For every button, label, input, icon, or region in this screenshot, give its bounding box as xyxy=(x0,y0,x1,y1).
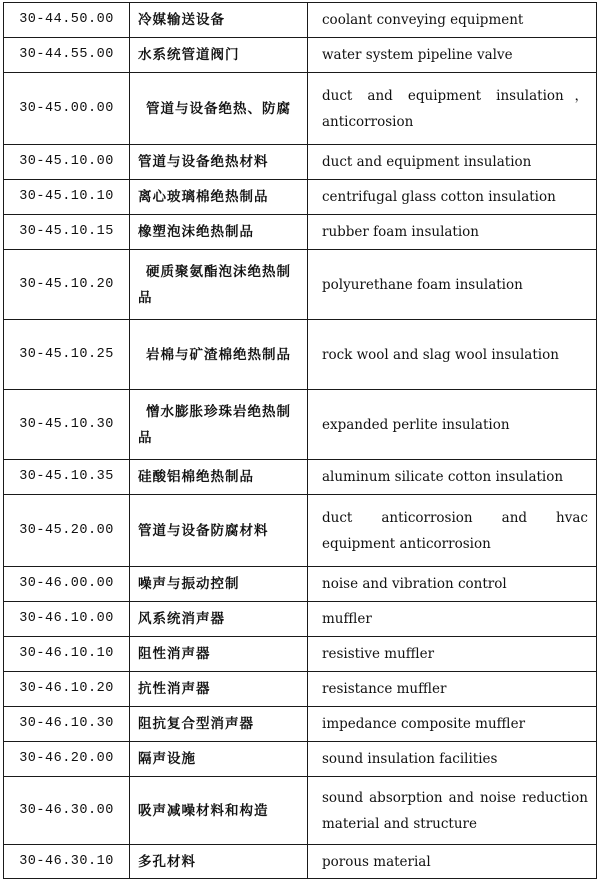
term-chinese: 管道与设备绝热、防腐 xyxy=(130,73,308,145)
term-english: sound absorption and noise reduction material and structure xyxy=(308,777,597,845)
term-chinese: 冷媒输送设备 xyxy=(130,3,308,38)
term-chinese: 管道与设备防腐材料 xyxy=(130,495,308,567)
terms-table xyxy=(3,2,597,879)
term-code: 30-46.10.30 xyxy=(4,707,130,742)
table-row xyxy=(4,845,597,879)
term-english: resistance muffler xyxy=(308,672,597,707)
term-code: 30-45.10.15 xyxy=(4,215,130,250)
term-code: 30-46.30.10 xyxy=(4,845,130,879)
term-code: 30-45.10.30 xyxy=(4,390,130,460)
table-row xyxy=(4,602,597,637)
table-row xyxy=(4,567,597,602)
term-english: duct and equipment insulation，anticorrosion xyxy=(308,73,597,145)
term-code: 30-45.10.20 xyxy=(4,250,130,320)
term-english: sound insulation facilities xyxy=(308,742,597,777)
term-english: muffler xyxy=(308,602,597,637)
term-english: rubber foam insulation xyxy=(308,215,597,250)
term-code: 30-46.10.10 xyxy=(4,637,130,672)
term-code: 30-46.10.20 xyxy=(4,672,130,707)
table-row xyxy=(4,460,597,495)
term-english: aluminum silicate cotton insulation xyxy=(308,460,597,495)
term-chinese: 噪声与振动控制 xyxy=(130,567,308,602)
term-chinese: 隔声设施 xyxy=(130,742,308,777)
table-row xyxy=(4,672,597,707)
table-row xyxy=(4,38,597,73)
term-code: 30-46.00.00 xyxy=(4,567,130,602)
term-chinese: 风系统消声器 xyxy=(130,602,308,637)
table-row xyxy=(4,390,597,460)
term-code: 30-44.50.00 xyxy=(4,3,130,38)
term-chinese: 阻抗复合型消声器 xyxy=(130,707,308,742)
term-chinese: 管道与设备绝热材料 xyxy=(130,145,308,180)
table-row xyxy=(4,215,597,250)
term-chinese: 硬质聚氨酯泡沫绝热制品 xyxy=(130,250,308,320)
term-english: noise and vibration control xyxy=(308,567,597,602)
term-english: duct and equipment insulation xyxy=(308,145,597,180)
term-code: 30-45.10.10 xyxy=(4,180,130,215)
term-chinese: 离心玻璃棉绝热制品 xyxy=(130,180,308,215)
term-code: 30-45.10.25 xyxy=(4,320,130,390)
term-english: polyurethane foam insulation xyxy=(308,250,597,320)
term-code: 30-45.20.00 xyxy=(4,495,130,567)
table-row xyxy=(4,637,597,672)
term-chinese: 橡塑泡沫绝热制品 xyxy=(130,215,308,250)
term-chinese: 多孔材料 xyxy=(130,845,308,879)
term-chinese: 抗性消声器 xyxy=(130,672,308,707)
table-row xyxy=(4,495,597,567)
term-chinese: 岩棉与矿渣棉绝热制品 xyxy=(130,320,308,390)
table-row xyxy=(4,250,597,320)
table-row xyxy=(4,180,597,215)
table-row xyxy=(4,73,597,145)
term-chinese: 阻性消声器 xyxy=(130,637,308,672)
term-code: 30-44.55.00 xyxy=(4,38,130,73)
term-chinese: 吸声减噪材料和构造 xyxy=(130,777,308,845)
term-english: coolant conveying equipment xyxy=(308,3,597,38)
term-code: 30-45.10.00 xyxy=(4,145,130,180)
term-code: 30-45.00.00 xyxy=(4,73,130,145)
terms-table-body xyxy=(4,3,597,879)
term-code: 30-46.20.00 xyxy=(4,742,130,777)
table-row xyxy=(4,777,597,845)
term-english: rock wool and slag wool insulation xyxy=(308,320,597,390)
term-english: porous material xyxy=(308,845,597,879)
table-row xyxy=(4,145,597,180)
term-english: expanded perlite insulation xyxy=(308,390,597,460)
term-code: 30-46.10.00 xyxy=(4,602,130,637)
table-row xyxy=(4,742,597,777)
term-code: 30-46.30.00 xyxy=(4,777,130,845)
table-row xyxy=(4,3,597,38)
table-row xyxy=(4,320,597,390)
term-english: water system pipeline valve xyxy=(308,38,597,73)
term-english: impedance composite muffler xyxy=(308,707,597,742)
term-chinese: 水系统管道阀门 xyxy=(130,38,308,73)
term-chinese: 硅酸铝棉绝热制品 xyxy=(130,460,308,495)
term-chinese: 憎水膨胀珍珠岩绝热制品 xyxy=(130,390,308,460)
term-english: duct anticorrosion and hvac equipment anticorrosion xyxy=(308,495,597,567)
term-english: centrifugal glass cotton insulation xyxy=(308,180,597,215)
term-english: resistive muffler xyxy=(308,637,597,672)
table-row xyxy=(4,707,597,742)
term-code: 30-45.10.35 xyxy=(4,460,130,495)
